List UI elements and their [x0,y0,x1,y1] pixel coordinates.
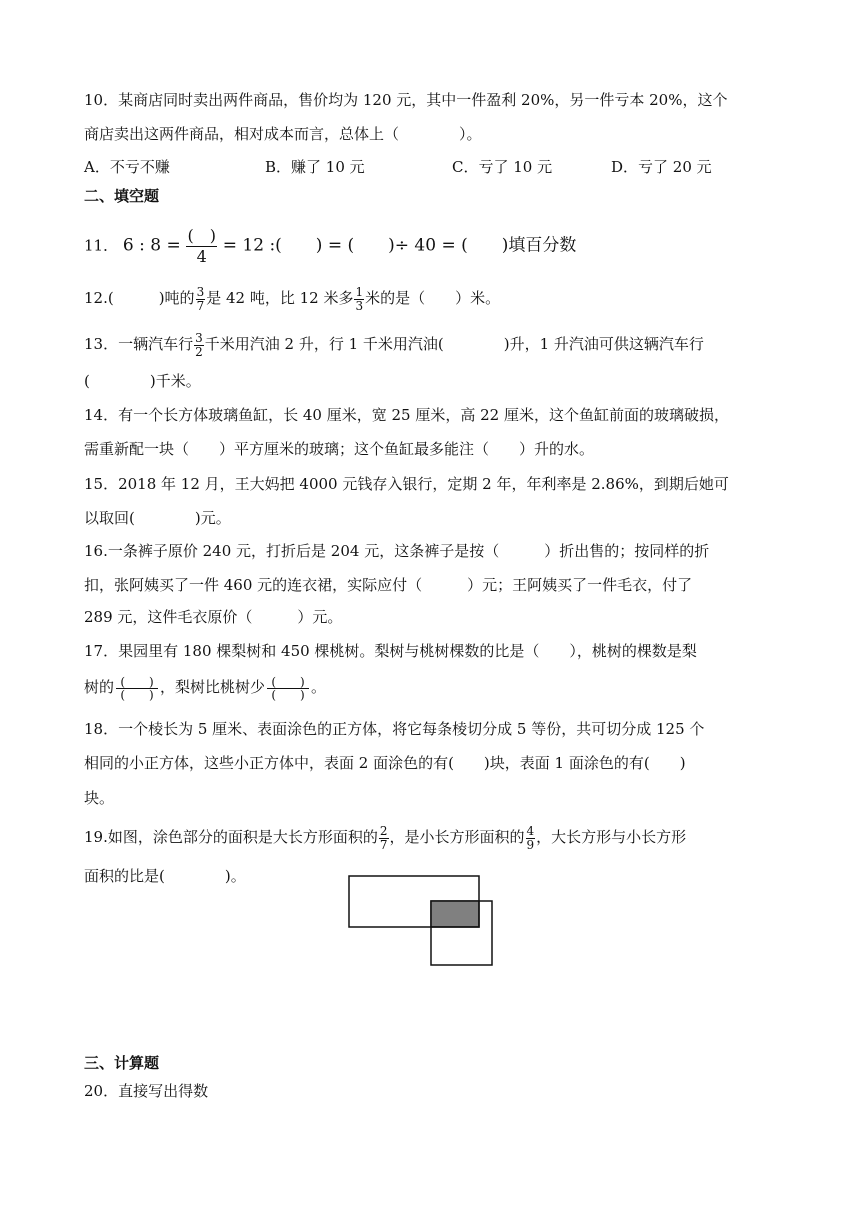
q12-f2-num: 1 [355,284,364,299]
q12-f1-den: 7 [196,298,205,313]
q17-b2-den: ( ) [271,687,305,702]
q10-option-b: B．赚了 10 元 [265,158,365,176]
q11-rest: = 12 :( ) = ( )÷ 40 = ( )填百分数 [222,235,577,256]
q13-text-b: 千米用汽油 2 升，行 1 千米用汽油( )升，1 升汽油可供这辆汽车行 [204,335,704,353]
q17-text-b: ，梨树比桃树少 [160,678,266,696]
q17-b1-num: ( ) [116,676,158,689]
q17-b2-num: ( ) [267,676,309,689]
q16-line3: 289 元，这件毛衣原价（ ）元。 [84,608,343,626]
q13-f-num: 3 [195,330,203,345]
q10-option-c: C．亏了 10 元 [452,158,553,176]
q19-text-a: 19.如图，涂色部分的面积是大长方形面积的 [84,828,378,846]
q10-option-a: A．不亏不赚 [84,158,170,176]
q20-line: 20．直接写出得数 [84,1082,209,1100]
q10-line1: 10．某商店同时卖出两件商品，售价均为 120 元，其中一件盈利 20%，另一件亏本 20%，这个 [84,91,728,109]
q13-f-den: 2 [195,344,203,359]
q18-line3: 块。 [84,789,115,807]
q17-b1-den: ( ) [120,687,154,702]
q12-f2-den: 3 [355,298,364,313]
q10-option-d: D．亏了 20 元 [611,158,712,176]
q17-text-c: 。 [311,678,327,696]
q11-fraction-num: ( ) [187,226,216,245]
section-heading-calculation: 三、计算题 [84,1054,160,1072]
q16-line1: 16.一条裤子原价 240 元，打折后是 204 元，这条裤子是按（ ）折出售的；按同样的折 [84,542,710,560]
q16-line2: 扣，张阿姨买了一件 460 元的连衣裙，实际应付（ ）元；王阿姨买了一件毛衣，付了 [84,576,693,594]
q11-fraction-den: 4 [196,247,207,266]
q12-f1-num: 3 [196,284,205,299]
q14-line2: 需重新配一块（ ）平方厘米的玻璃；这个鱼缸最多能注（ ）升的水。 [84,440,595,458]
q19-line2: 面积的比是( )。 [84,867,246,885]
q19-text-c: ，大长方形与小长方形 [536,828,687,846]
section-heading-fill-in: 二、填空题 [84,187,160,205]
q11-prefix: 11． [84,236,119,255]
q12-text-b: 是 42 吨，比 12 米多 [206,289,354,307]
q18-line2: 相同的小正方体，这些小正方体中，表面 2 面涂色的有( )块，表面 1 面涂色的有( ) [84,754,686,772]
q14-line1: 14．有一个长方体玻璃鱼缸，长 40 厘米，宽 25 厘米，高 22 厘米，这个鱼缸前面的玻璃破损， [84,406,729,424]
q13-text-a: 13．一辆汽车行 [84,335,194,353]
q15-line1: 15．2018 年 12 月，王大妈把 4000 元钱存入银行，定期 2 年，年利率是 2.86%，到期后她可 [84,475,729,493]
q18-line1: 18．一个棱长为 5 厘米、表面涂色的正方体，将它每条棱切分成 5 等份，共可切分成 125 个 [84,720,705,738]
shaded-overlap [431,901,479,927]
q19-f1-den: 7 [379,837,388,852]
q15-line2: 以取回( )元。 [84,509,231,527]
q11-ratio: 6 : 8 = [122,235,181,256]
q17-line1: 17．果园里有 180 棵梨树和 450 棵桃树。梨树与桃树棵数的比是（ ），桃树的棵数是梨 [84,642,697,660]
q17-text-a: 树的 [84,678,115,696]
q19-f1-num: 2 [379,823,388,838]
q19-f2-den: 9 [526,837,535,852]
q12-text-a: 12.( )吨的 [84,289,195,307]
q13-line2: ( )千米。 [84,372,201,390]
q19-f2-num: 4 [526,823,535,838]
q10-line2: 商店卖出这两件商品，相对成本而言，总体上（ ）。 [84,125,482,143]
q12-text-c: 米的是（ ）米。 [365,289,501,307]
q19-text-b: ，是小长方形面积的 [389,828,525,846]
